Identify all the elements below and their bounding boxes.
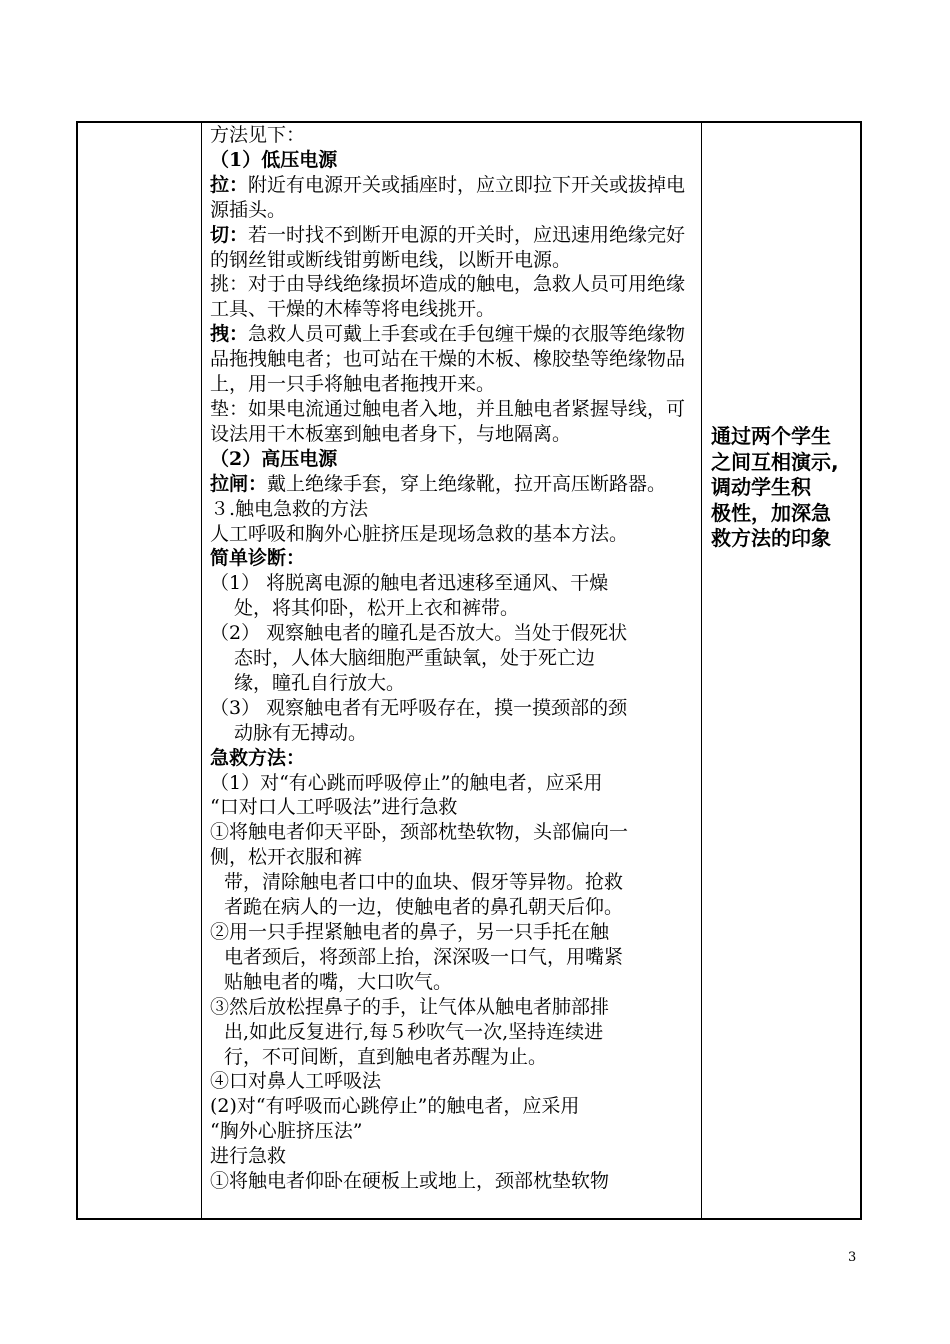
column-divider-1 [201, 123, 202, 1218]
low-voltage-heading: （1）低压电源 [210, 148, 338, 171]
drag-step: 拽：急救人员可戴上手套或在手包缠干燥的衣服等绝缘物品拖拽触电者；也可站在干燥的木板、橡胶垫等绝缘物品上，用一只手将触电者拖拽开来。 [210, 323, 686, 396]
method-2c: 贴触电者的嘴，大口吹气。 [224, 970, 453, 993]
intent-line-3: 调动学生积 [711, 475, 811, 499]
method-title: 急救方法： [210, 746, 306, 769]
method-1e: 带，清除触电者口中的血块、假牙等异物。抢救 [224, 871, 624, 894]
diagnosis-1b: 处，将其仰卧，松开上衣和裤带。 [234, 597, 520, 620]
method-5c: 进行急救 [210, 1145, 287, 1168]
pull-step: 拉：附近有电源开关或插座时，应立即拉下开关或拔掉电源插头。 [210, 173, 686, 221]
method-5b: “胸外心脏挤压法” [210, 1120, 363, 1143]
method-5a: (2)对“有呼吸而心跳停止”的触电者，应采用 [210, 1095, 580, 1118]
pick-step: 挑：对于由导线绝缘损坏造成的触电，急救人员可用绝缘工具、干燥的木棒等将电线挑开。 [210, 273, 686, 321]
gate-step: 拉闸：戴上绝缘手套，穿上绝缘靴，拉开高压断路器。 [210, 472, 667, 495]
diagnosis-2b: 态时，人体大脑细胞严重缺氧，处于死亡边 [234, 647, 596, 670]
method-1f: 者跪在病人的一边，使触电者的鼻孔朝天后仰。 [224, 896, 624, 919]
intent-line-2: 之间互相演示, [711, 449, 839, 474]
intent-line-4: 极性，加深急 [711, 500, 831, 525]
method-2a: ②用一只手捏紧触电者的鼻子，另一只手托在触 [210, 921, 610, 943]
method-3c: 行，不可间断，直到触电者苏醒为止。 [224, 1045, 548, 1068]
high-voltage-heading: （2）高压电源 [210, 447, 338, 470]
method-3a: ③然后放松捏鼻子的手，让气体从触电者肺部排 [210, 995, 610, 1018]
teaching-content-cell [203, 123, 701, 1194]
diagnosis-2a: （2） 观察触电者的瞳孔是否放大。当处于假死状 [210, 622, 628, 645]
intent-line-1: 通过两个学生 [711, 424, 831, 448]
section-3-title: ３.触电急救的方法 [210, 497, 369, 520]
diagnosis-3b: 动脉有无搏动。 [234, 721, 368, 744]
intent-line-5: 救方法的印象 [711, 526, 831, 550]
section-3-text: 人工呼吸和胸外心脏挤压是现场急救的基本方法。 [210, 522, 629, 545]
cut-step: 切：若一时找不到断开电源的开关时，应迅速用绝缘完好的钢丝钳或断线钳剪断电线，以断开电源。 [210, 223, 686, 271]
diagnosis-1a: （1） 将脱离电源的触电者迅速移至通风、干燥 [210, 572, 609, 595]
diagnosis-3a: （3） 观察触电者有无呼吸存在，摸一摸颈部的颈 [210, 696, 628, 719]
page-number: 3 [848, 1250, 857, 1265]
method-3b: 出,如此反复进行,每５秒吹气一次,坚持连续进 [224, 1020, 604, 1043]
design-intent-cell [711, 424, 861, 552]
method-4: ④口对鼻人工呼吸法 [210, 1070, 382, 1093]
intro-line: 方法见下： [210, 124, 306, 146]
method-1c: ①将触电者仰天平卧，颈部枕垫软物，头部偏向一 [210, 821, 629, 844]
method-6: ①将触电者仰卧在硬板上或地上，颈部枕垫软物 [210, 1170, 610, 1193]
method-1d: 侧，松开衣服和裤 [210, 846, 363, 869]
pad-step: 垫：如果电流通过触电者入地，并且触电者紧握导线，可设法用干木板塞到触电者身下，与地隔离。 [210, 397, 686, 445]
diagnosis-title: 简单诊断： [210, 547, 306, 570]
diagnosis-2c: 缘，瞳孔自行放大。 [234, 671, 406, 694]
column-divider-2 [701, 123, 702, 1218]
method-2b: 电者颈后，将颈部上抬，深深吸一口气，用嘴紧 [224, 945, 624, 968]
method-1a: （1）对“有心跳而呼吸停止”的触电者，应采用 [210, 771, 603, 794]
content-table [76, 121, 862, 1220]
method-1b: “口对口人工呼吸法”进行急救 [210, 796, 458, 819]
